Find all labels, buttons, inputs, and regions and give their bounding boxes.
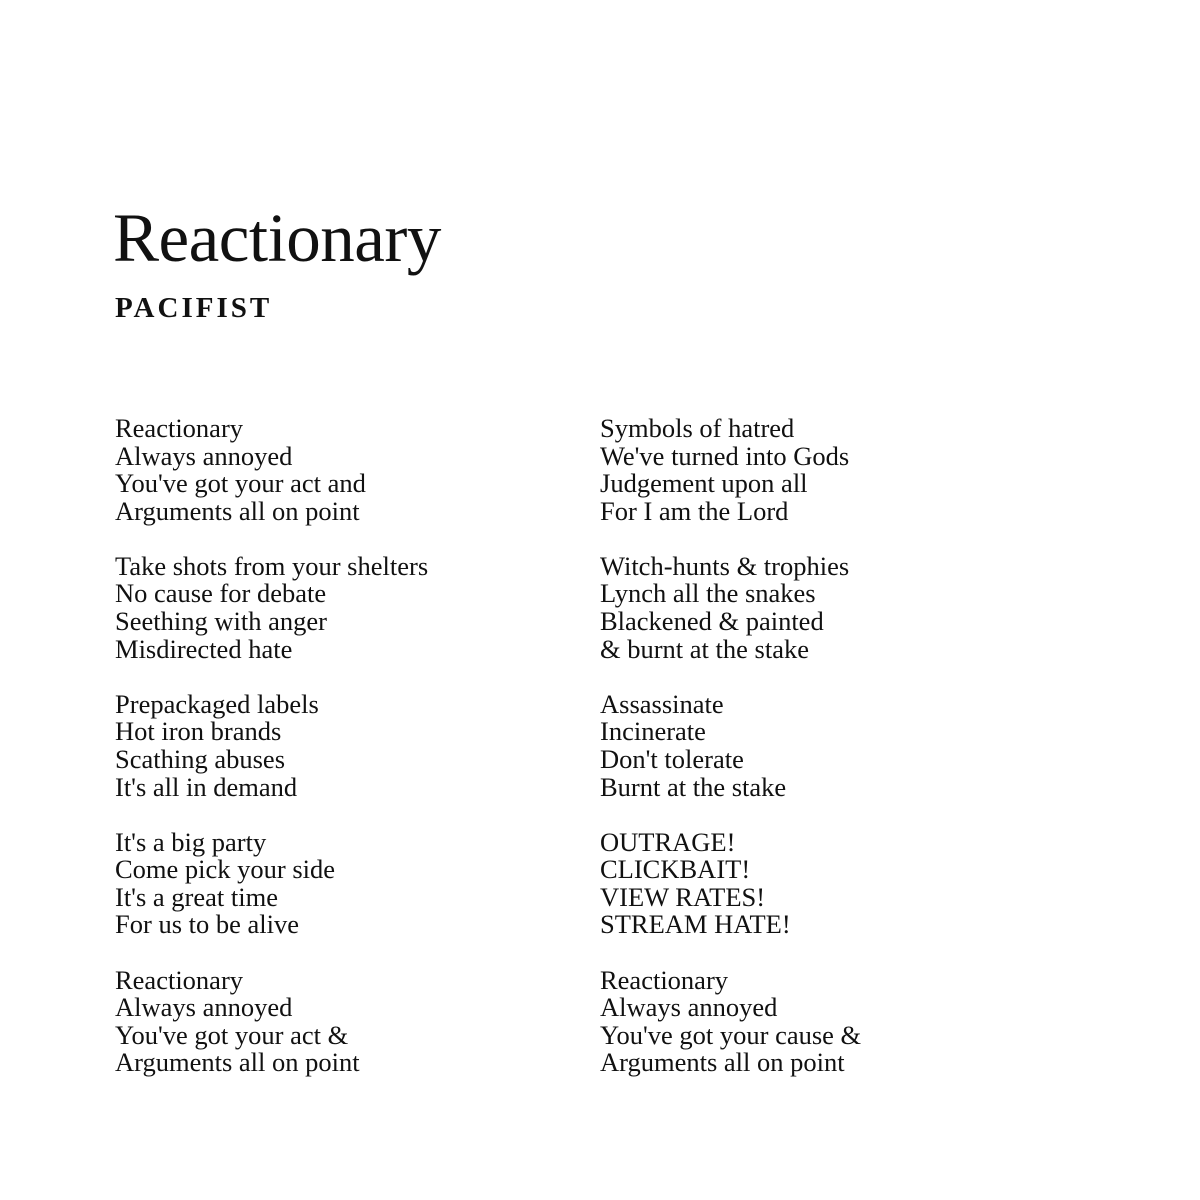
- lyric-line: You've got your act and: [115, 468, 366, 499]
- lyric-line: Take shots from your shelters: [115, 550, 429, 581]
- lyric-line: Burnt at the stake: [600, 771, 787, 802]
- lyric-line: Reactionary: [600, 964, 729, 995]
- lyric-line: VIEW RATES!: [600, 881, 766, 912]
- stanza: [115, 415, 555, 525]
- stanza: [115, 826, 555, 940]
- stanza: [600, 415, 1040, 525]
- lyric-line: Hot iron brands: [115, 716, 282, 747]
- lyric-line: Arguments all on point: [115, 495, 360, 526]
- lyric-line: Come pick your side: [115, 854, 336, 885]
- lyric-line: You've got your act &: [115, 1019, 349, 1050]
- stanza: [600, 688, 1040, 802]
- stanza: [115, 964, 555, 1078]
- lyric-line: No cause for debate: [115, 578, 327, 609]
- lyric-line: Assassinate: [600, 688, 724, 719]
- lyrics-column-left: [115, 415, 555, 1104]
- lyric-line: STREAM HATE!: [600, 909, 791, 940]
- lyric-line: Symbols of hatred: [600, 413, 795, 443]
- lyric-line: Arguments all on point: [115, 1047, 360, 1078]
- lyric-line: Always annoyed: [115, 992, 293, 1023]
- lyric-line: Scathing abuses: [115, 743, 286, 774]
- stanza: [600, 550, 1040, 664]
- artist-name: PACIFIST: [115, 292, 273, 324]
- lyric-line: Lynch all the snakes: [600, 578, 816, 609]
- lyric-line: Reactionary: [115, 413, 244, 443]
- lyric-line: For us to be alive: [115, 909, 299, 940]
- lyric-line: We've turned into Gods: [600, 440, 850, 471]
- lyric-line: It's a big party: [115, 826, 267, 857]
- lyric-line: Seething with anger: [115, 606, 327, 637]
- lyric-line: Judgement upon all: [600, 468, 808, 499]
- lyric-line: & burnt at the stake: [600, 633, 809, 664]
- stanza: [600, 826, 1040, 940]
- lyric-line: Always annoyed: [115, 440, 293, 471]
- stanza: [600, 964, 1040, 1078]
- lyric-line: Witch-hunts & trophies: [600, 550, 850, 581]
- lyric-line: You've got your cause &: [600, 1019, 862, 1050]
- stanza: [115, 688, 555, 802]
- lyric-line: It's all in demand: [115, 771, 298, 802]
- lyric-line: Don't tolerate: [600, 743, 744, 774]
- song-title: Reactionary: [113, 200, 441, 276]
- lyric-line: CLICKBAIT!: [600, 854, 751, 885]
- lyric-line: OUTRAGE!: [600, 826, 736, 857]
- lyric-line: Arguments all on point: [600, 1047, 845, 1078]
- lyric-line: Blackened & painted: [600, 606, 824, 637]
- stanza: [115, 550, 555, 664]
- lyrics-column-right: [600, 415, 1040, 1104]
- lyric-line: Misdirected hate: [115, 633, 293, 664]
- lyric-line: Reactionary: [115, 964, 244, 995]
- lyric-line: Incinerate: [600, 716, 706, 747]
- lyric-line: It's a great time: [115, 881, 278, 912]
- lyric-line: Always annoyed: [600, 992, 778, 1023]
- lyric-line: Prepackaged labels: [115, 688, 319, 719]
- lyric-line: For I am the Lord: [600, 495, 789, 526]
